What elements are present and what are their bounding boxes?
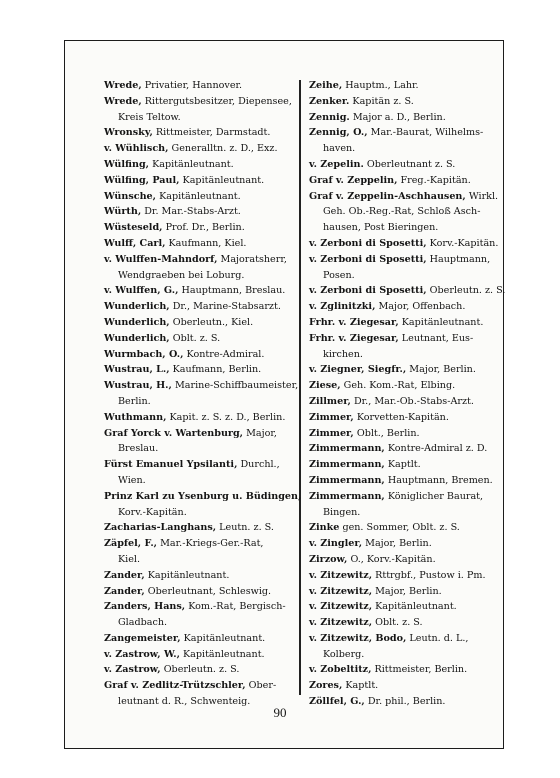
entry-name: Zores, xyxy=(309,680,343,692)
directory-entry xyxy=(309,283,506,299)
directory-entry xyxy=(309,473,493,489)
entry-details: Dr., Marine-Stabsarzt. xyxy=(172,301,281,313)
entry-name: Zillmer, xyxy=(309,395,351,407)
entry-details: Oberleutnant z. S. xyxy=(366,158,456,170)
directory-entry xyxy=(104,125,296,141)
entry-details: Kaptlt. xyxy=(345,680,379,692)
entry-name: Wünsche, xyxy=(104,190,156,202)
entry-details: Kapit. z. S. z. D., Berlin. xyxy=(169,411,286,423)
directory-entry xyxy=(104,457,296,489)
entry-details: Dr. Mar.-Stabs-Arzt. xyxy=(144,206,241,218)
entry-name: Zöllfel, G., xyxy=(309,696,365,708)
directory-entry xyxy=(309,78,493,94)
entry-continuation: leutnant d. R., Schwenteig. xyxy=(118,696,251,708)
entry-continuation: Korv.-Kapitän. xyxy=(118,506,187,518)
entry-name: Prinz Karl zu Ysenburg u. Büdingen, xyxy=(104,490,302,502)
directory-entry xyxy=(309,584,493,600)
entry-name: Zimmer, xyxy=(309,427,354,439)
entry-name: v. Zitzewitz, xyxy=(309,601,373,613)
directory-entry xyxy=(104,141,296,157)
entry-continuation: Geh. Ob.-Reg.-Rat, Schloß Asch- xyxy=(323,206,481,218)
entry-name: Graf Yorck v. Wartenburg, xyxy=(104,427,244,439)
entry-details: Geh. Kom.-Rat, Elbing. xyxy=(343,380,456,392)
directory-entry xyxy=(309,394,493,410)
entry-name: Zeihe, xyxy=(309,80,343,91)
entry-details: Kapitänleutnant. xyxy=(183,632,266,644)
entry-details: Kapitänleutnant. xyxy=(401,316,484,328)
directory-entry xyxy=(309,110,493,126)
directory-entry xyxy=(104,236,296,252)
entry-details: Leutnant, Eus- xyxy=(401,332,474,344)
column-divider xyxy=(299,80,301,695)
directory-entry xyxy=(309,489,493,521)
entry-details: Kaptlt. xyxy=(387,459,421,471)
directory-entry xyxy=(104,204,296,220)
directory-entry xyxy=(309,362,493,378)
entry-name: Wrede, xyxy=(104,95,142,107)
entry-name: Frhr. v. Ziegesar, xyxy=(309,316,399,328)
directory-entry xyxy=(104,568,296,584)
entry-continuation: Kreis Teltow. xyxy=(118,111,181,123)
directory-entry xyxy=(104,315,296,331)
entry-name: Wurmbach, O., xyxy=(104,348,184,360)
entry-name: Wülfing, Paul, xyxy=(104,174,180,186)
entry-details: Privatier, Hannover. xyxy=(144,80,243,91)
entry-name: v. Zerboni di Sposetti, xyxy=(309,253,427,265)
entry-name: Wustrau, H., xyxy=(104,380,172,392)
entry-name: v. Zastrow, xyxy=(104,664,161,676)
entry-continuation: Kolberg. xyxy=(323,648,365,660)
directory-entry xyxy=(309,520,493,536)
entry-name: v. Zastrow, W., xyxy=(104,648,180,660)
entry-name: Zennig. xyxy=(309,111,350,123)
directory-entry xyxy=(309,536,493,552)
directory-entry xyxy=(309,94,493,110)
entry-name: v. Zerboni di Sposetti, xyxy=(309,237,427,249)
directory-entry xyxy=(104,283,296,299)
entry-name: Wulff, Carl, xyxy=(104,237,166,249)
directory-entry xyxy=(104,78,296,94)
entry-details: Rittmeister, Darmstadt. xyxy=(155,127,271,139)
entry-details: Oberleutn. z. S. xyxy=(163,664,240,676)
entry-name: Wülfing, xyxy=(104,158,150,170)
directory-entry xyxy=(104,647,296,663)
directory-entry xyxy=(104,631,296,647)
entry-name: Wuthmann, xyxy=(104,411,167,423)
entry-name: Wunderlich, xyxy=(104,316,170,328)
entry-name: v. Zitzewitz, xyxy=(309,585,373,597)
entry-details: Rittergutsbesitzer, Diepensee, xyxy=(144,95,292,107)
entry-name: Zimmer, xyxy=(309,411,354,423)
entry-name: Zinke xyxy=(309,522,340,534)
entry-details: Oblt. z. S. xyxy=(375,617,423,629)
entry-details: Rittmeister, Berlin. xyxy=(374,664,468,676)
entry-details: Freg.-Kapitän. xyxy=(400,174,471,186)
entry-name: Ziese, xyxy=(309,380,341,392)
entry-name: Zangemeister, xyxy=(104,632,181,644)
entry-name: Würth, xyxy=(104,206,142,218)
directory-entry xyxy=(309,236,499,252)
entry-details: Oblt., Berlin. xyxy=(356,427,420,439)
directory-entry xyxy=(104,426,296,458)
directory-entry xyxy=(104,189,296,205)
entry-details: Dr., Mar.-Ob.-Stabs-Arzt. xyxy=(353,395,474,407)
entry-continuation: kirchen. xyxy=(323,348,363,360)
right-column xyxy=(309,78,506,710)
page-number: 90 xyxy=(273,705,287,720)
directory-entry xyxy=(309,662,493,678)
entry-details: gen. Sommer, Oblt. z. S. xyxy=(342,522,460,534)
entry-name: v. Zitzewitz, Bodo, xyxy=(309,632,407,644)
entry-details: Mar.-Kriegs-Ger.-Rat, xyxy=(160,538,264,550)
entry-details: Oberleutn., Kiel. xyxy=(172,316,254,328)
directory-entry xyxy=(104,347,296,363)
entry-details: Hauptmann, xyxy=(429,253,491,265)
directory-entry xyxy=(104,252,296,284)
entry-details: Oblt. z. S. xyxy=(172,332,221,344)
entry-name: Graf v. Zeppelin-Aschhausen, xyxy=(309,190,466,202)
directory-entry xyxy=(104,220,296,236)
entry-details: Oberleutn. z. S. xyxy=(429,285,506,297)
entry-continuation: hausen, Post Bieringen. xyxy=(323,222,439,234)
directory-entry xyxy=(309,299,493,315)
entry-details: Major, Berlin. xyxy=(375,585,442,597)
entry-name: Zimmermann, xyxy=(309,443,385,455)
entry-details: Major a. D., Berlin. xyxy=(352,111,446,123)
directory-entry xyxy=(309,157,493,173)
entry-continuation: Bingen. xyxy=(323,506,361,518)
entry-name: Wronsky, xyxy=(104,127,153,139)
entry-details: Kom.-Rat, Bergisch- xyxy=(188,601,286,613)
entry-continuation: Posen. xyxy=(323,269,355,281)
entry-details: Marine-Schiffbaumeister, xyxy=(174,380,299,392)
left-column xyxy=(104,78,302,710)
entry-continuation: Gladbach. xyxy=(118,617,168,629)
entry-details: Wirkl. xyxy=(468,190,499,202)
entry-name: Wunderlich, xyxy=(104,332,170,344)
entry-name: v. Zobeltitz, xyxy=(309,664,372,676)
entry-details: Kapitän z. S. xyxy=(352,95,414,107)
entry-details: Kontre-Admiral. xyxy=(186,348,265,360)
entry-details: Korv.-Kapitän. xyxy=(429,237,499,249)
directory-entry xyxy=(309,678,493,694)
directory-entry xyxy=(104,662,296,678)
entry-details: Ober- xyxy=(248,680,277,692)
entry-name: Fürst Emanuel Ypsilanti, xyxy=(104,459,238,471)
directory-entry xyxy=(309,189,499,221)
entry-continuation: Wendgraeben bei Loburg. xyxy=(118,269,245,281)
directory-entry xyxy=(104,94,296,126)
directory-entry xyxy=(309,426,493,442)
entry-details: Hauptmann, Breslau. xyxy=(181,285,286,297)
entry-continuation: haven. xyxy=(323,143,356,155)
directory-entry xyxy=(104,584,296,600)
entry-name: v. Ziegner, Siegfr., xyxy=(309,364,407,376)
directory-entry xyxy=(309,599,493,615)
entry-name: Zimmermann, xyxy=(309,459,385,471)
entry-details: Hauptm., Lahr. xyxy=(345,80,419,91)
directory-entry xyxy=(309,125,493,157)
directory-entry xyxy=(104,299,296,315)
entry-name: v. Wulffen-Mahndorf, xyxy=(104,253,218,265)
entry-name: Wustrau, L., xyxy=(104,364,170,376)
entry-details: Major, xyxy=(246,427,277,439)
entry-name: v. Zitzewitz, xyxy=(309,617,373,629)
directory-entry xyxy=(309,441,493,457)
directory-entry xyxy=(309,378,493,394)
entry-details: Kapitänleutnant. xyxy=(375,601,457,613)
directory-entry xyxy=(104,331,296,347)
entry-details: Kapitänleutnant. xyxy=(152,158,234,170)
entry-details: Kapitänleutnant. xyxy=(159,190,241,202)
directory-entry xyxy=(104,157,296,173)
entry-details: Major, Berlin. xyxy=(365,538,432,550)
entry-name: Zander, xyxy=(104,569,145,581)
directory-entry xyxy=(309,173,493,189)
directory-entry xyxy=(104,410,296,426)
entry-name: v. Zingler, xyxy=(309,538,363,550)
entry-name: Graf v. Zedlitz-Trützschler, xyxy=(104,680,246,692)
entry-name: Wunderlich, xyxy=(104,301,170,313)
entry-name: v. Zerboni di Sposetti, xyxy=(309,285,427,297)
entry-details: O., Korv.-Kapitän. xyxy=(350,553,436,565)
entry-name: Zäpfel, F., xyxy=(104,538,158,550)
entry-name: Graf v. Zeppelin, xyxy=(309,174,398,186)
entry-details: Leutn. z. S. xyxy=(219,522,274,534)
directory-entry xyxy=(309,410,493,426)
entry-name: Wrede, xyxy=(104,80,142,91)
directory-entry xyxy=(104,536,296,568)
directory-entry xyxy=(309,615,493,631)
entry-details: Oberleutnant, Schleswig. xyxy=(147,585,272,597)
entry-details: Major, Berlin. xyxy=(409,364,476,376)
entry-name: Zanders, Hans, xyxy=(104,601,186,613)
directory-entry xyxy=(104,599,296,631)
directory-entry xyxy=(104,362,296,378)
entry-continuation: Breslau. xyxy=(118,443,159,455)
entry-details: Kaufmann, Berlin. xyxy=(172,364,262,376)
entry-details: Kapitänleutnant. xyxy=(182,174,265,186)
entry-details: Kapitänleutnant. xyxy=(182,648,265,660)
entry-details: Königlicher Baurat, xyxy=(387,490,484,502)
entry-details: Kaufmann, Kiel. xyxy=(168,237,247,249)
entry-name: Zenker. xyxy=(309,95,350,107)
directory-entry xyxy=(309,552,493,568)
directory-entry xyxy=(309,568,493,584)
entry-name: Wüsteseld, xyxy=(104,222,163,234)
directory-entry xyxy=(309,457,493,473)
entry-details: Rttrgbf., Pustow i. Pm. xyxy=(375,569,486,581)
directory-entry xyxy=(104,173,296,189)
directory-entry xyxy=(309,331,493,363)
entry-details: Hauptmann, Bremen. xyxy=(387,474,493,486)
entry-details: Major, Offenbach. xyxy=(378,301,466,313)
entry-details: Kontre-Admiral z. D. xyxy=(387,443,488,455)
directory-entry xyxy=(104,378,299,410)
entry-continuation: Berlin. xyxy=(118,395,151,407)
entry-name: v. Zepelin. xyxy=(309,158,364,170)
directory-entry xyxy=(309,631,493,663)
entry-name: Zimmermann, xyxy=(309,490,385,502)
entry-name: Zimmermann, xyxy=(309,474,385,486)
entry-name: Zacharias-Langhans, xyxy=(104,522,217,534)
entry-details: Prof. Dr., Berlin. xyxy=(165,222,245,234)
entry-name: Frhr. v. Ziegesar, xyxy=(309,332,399,344)
entry-name: Zirzow, xyxy=(309,553,348,565)
entry-details: Korvetten-Kapitän. xyxy=(356,411,449,423)
entry-details: Kapitänleutnant. xyxy=(147,569,230,581)
entry-details: Leutn. d. L., xyxy=(409,632,469,644)
entry-continuation: Wien. xyxy=(118,474,146,486)
directory-entry xyxy=(309,220,493,236)
entry-name: Zander, xyxy=(104,585,145,597)
directory-entry xyxy=(104,489,302,521)
directory-entry xyxy=(309,252,493,284)
entry-name: Zennig, O., xyxy=(309,127,368,139)
entry-details: Generalltn. z. D., Exz. xyxy=(171,143,278,155)
entry-details: Mar.-Baurat, Wilhelms- xyxy=(370,127,484,139)
directory-entry xyxy=(104,520,296,536)
entry-details: Majoratsherr, xyxy=(220,253,287,265)
entry-continuation: Kiel. xyxy=(118,553,141,565)
entry-name: v. Zitzewitz, xyxy=(309,569,373,581)
entry-details: Dr. phil., Berlin. xyxy=(367,696,446,708)
entry-name: v. Wulffen, G., xyxy=(104,285,179,297)
entry-details: Durchl., xyxy=(240,459,280,471)
entry-name: v. Wühlisch, xyxy=(104,143,169,155)
entry-name: v. Zglinitzki, xyxy=(309,301,376,313)
directory-entry xyxy=(309,315,493,331)
